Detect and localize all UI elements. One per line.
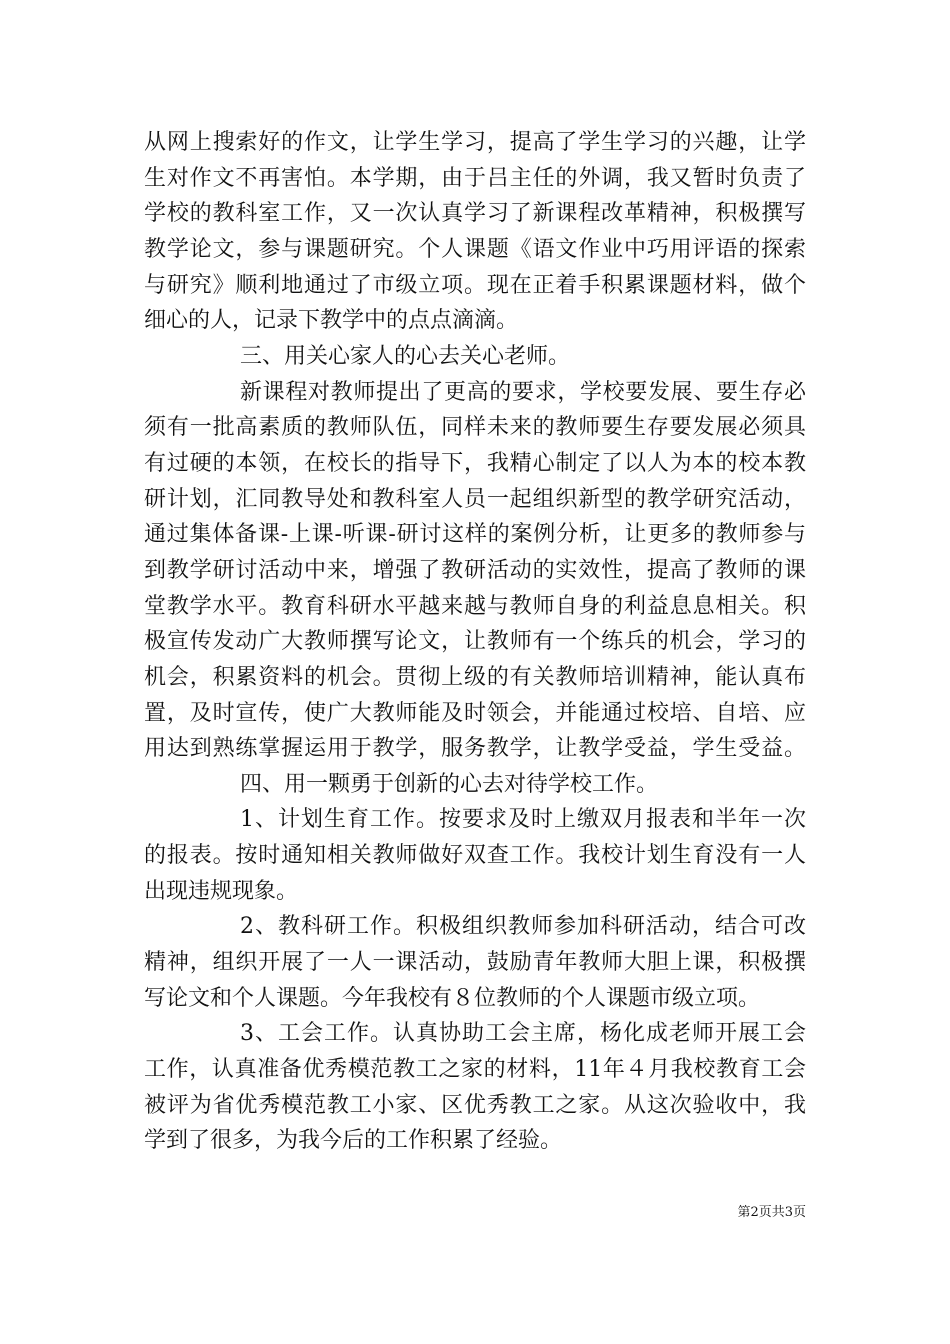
document-body — [144, 125, 806, 1159]
text-line: 四、用一颗勇于创新的心去对待学校工作。 — [240, 771, 659, 797]
text-line: 写论文和个人课题。今年我校有８位教师的个人课题市级立项。 — [144, 985, 761, 1011]
text-line: 置，及时宣传，使广大教师能及时领会，并能通过校培、自培、应 — [144, 700, 806, 726]
text-line: 学到了很多，为我今后的工作积累了经验。 — [144, 1128, 563, 1154]
page-number-footer: 第2页共3页 — [737, 1205, 806, 1220]
text-line: 出现违规现象。 — [144, 878, 299, 904]
text-line: 有过硬的本领，在校长的指导下，我精心制定了以人为本的校本教 — [144, 450, 806, 476]
text-line: 到教学研讨活动中来，增强了教研活动的实效性，提高了教师的课 — [144, 557, 806, 583]
text-line: 学校的教科室工作，又一次认真学习了新课程改革精神，积极撰写 — [144, 201, 806, 227]
text-line: 用达到熟练掌握运用于教学，服务教学，让教学受益，学生受益。 — [144, 736, 806, 762]
text-line: 堂教学水平。教育科研水平越来越与教师自身的利益息息相关。积 — [144, 593, 806, 619]
text-line: 生对作文不再害怕。本学期，由于吕主任的外调，我又暂时负责了 — [144, 165, 806, 191]
text-line: 细心的人，记录下教学中的点点滴滴。 — [144, 308, 519, 334]
text-line: 通过集体备课-上课-听课-研讨这样的案例分析，让更多的教师参与 — [144, 522, 806, 548]
text-line: 从网上搜索好的作文，让学生学习，提高了学生学习的兴趣，让学 — [144, 130, 806, 155]
text-line: 被评为省优秀模范教工小家、区优秀教工之家。从这次验收中，我 — [144, 1092, 806, 1118]
text-line: 须有一批高素质的教师队伍，同样未来的教师要生存要发展必须具 — [144, 415, 806, 441]
text-line: 1、计划生育工作。按要求及时上缴双月报表和半年一次 — [240, 807, 806, 833]
text-line: 三、用关心家人的心去关心老师。 — [240, 343, 571, 369]
text-line: 新课程对教师提出了更高的要求，学校要发展、要生存必 — [240, 379, 806, 405]
text-line: 工作，认真准备优秀模范教工之家的材料，11年４月我校教育工会 — [144, 1057, 806, 1083]
text-line: 2、教科研工作。积极组织教师参加科研活动，结合可改 — [240, 914, 806, 940]
text-line: 3、工会工作。认真协助工会主席，杨化成老师开展工会 — [240, 1021, 806, 1047]
text-line: 与研究》顺利地通过了市级立项。现在正着手积累课题材料，做个 — [144, 272, 806, 298]
text-line: 的报表。按时通知相关教师做好双查工作。我校计划生育没有一人 — [144, 843, 806, 869]
text-line: 极宣传发动广大教师撰写论文，让教师有一个练兵的机会，学习的 — [144, 629, 806, 655]
text-line: 精神，组织开展了一人一课活动，鼓励青年教师大胆上课，积极撰 — [144, 950, 806, 976]
text-line: 机会，积累资料的机会。贯彻上级的有关教师培训精神，能认真布 — [144, 664, 806, 690]
text-line: 研计划，汇同教导处和教科室人员一起组织新型的教学研究活动， — [144, 486, 806, 512]
text-line: 教学论文，参与课题研究。个人课题《语文作业中巧用评语的探索 — [144, 236, 806, 262]
